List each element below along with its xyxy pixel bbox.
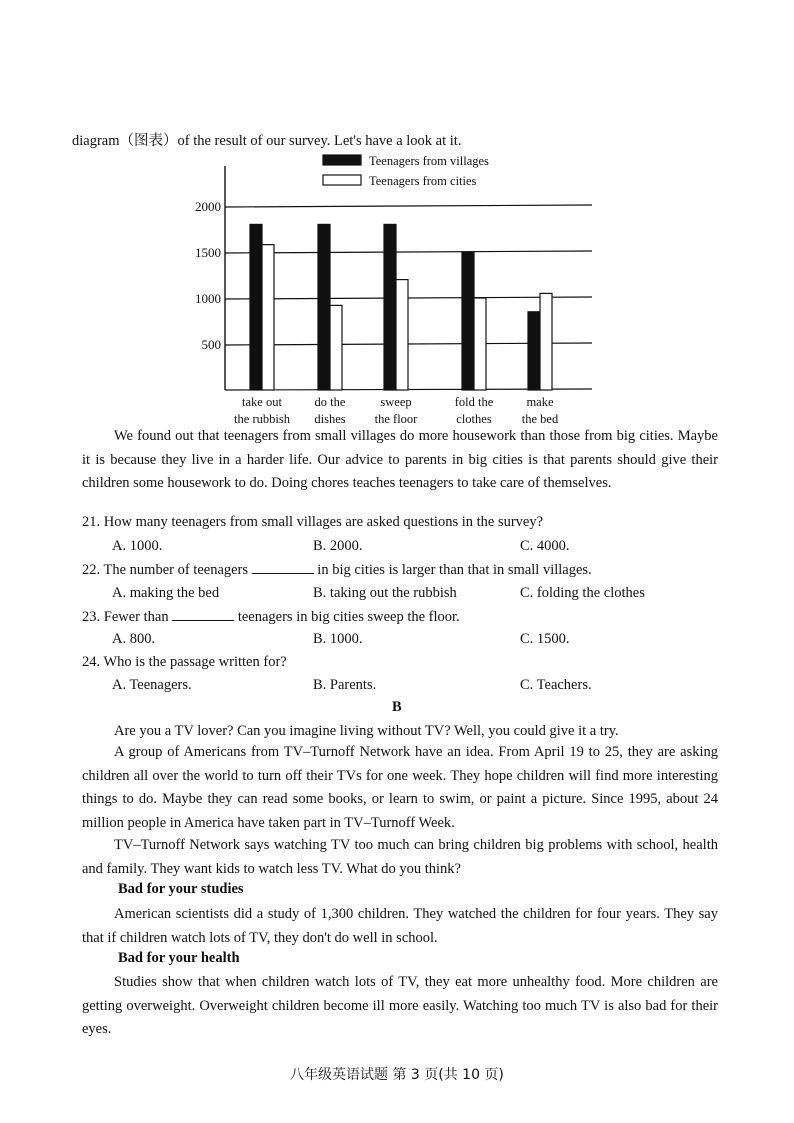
x-tick-label: fold the	[454, 395, 494, 409]
bar	[474, 298, 486, 390]
x-tick-label: take out	[242, 395, 282, 409]
x-tick-label: make	[526, 395, 554, 409]
legend-swatch	[323, 175, 361, 185]
q21-option-b: B. 2000.	[313, 538, 363, 554]
legend-label: Teenagers from villages	[369, 154, 489, 168]
answer-blank	[172, 608, 234, 621]
passage-a-paragraph: We found out that teenagers from small villages do more housework than those from big cities. Maybe it is because they live in a harder life. Our advice to parents in big cities is that parents should give their children some housework to do. Doing chores teaches teenagers to take care of themselves.	[82, 428, 718, 491]
bar	[462, 252, 474, 390]
page-footer: 八年级英语试题 第 3 页(共 10 页)	[290, 1067, 504, 1083]
question-stem-before: The number of teenagers	[103, 562, 249, 578]
question-23	[82, 608, 460, 626]
question-stem-after: teenagers in big cities sweep the floor.	[237, 609, 460, 625]
x-tick-label: dishes	[314, 412, 346, 426]
bar	[528, 312, 540, 390]
bar	[540, 293, 552, 390]
x-tick-label: the bed	[521, 412, 559, 426]
subheading-health: Bad for your health	[118, 950, 240, 966]
question-number: 24.	[82, 654, 101, 670]
x-tick-label: sweep	[380, 395, 412, 409]
question-stem: Who is the passage written for?	[103, 654, 287, 670]
question-stem-before: Fewer than	[103, 609, 169, 625]
question-stem-after: in big cities is larger than that in small villages.	[317, 562, 592, 578]
q22-option-b: B. taking out the rubbish	[313, 585, 457, 601]
section-b-heading: B	[392, 699, 402, 715]
q23-option-c: C. 1500.	[520, 631, 570, 647]
intro-line: diagram（图表）of the result of our survey. Let's have a look at it.	[72, 133, 462, 149]
health-paragraph: Studies show that when children watch lots of TV, they eat more unhealthy food. More children are getting overweight. Overweight children become ill more easily. Watching too much TV is also bad for their eyes.	[82, 974, 718, 1037]
x-tick-label: clothes	[456, 412, 492, 426]
x-tick-label: the rubbish	[234, 412, 290, 426]
y-tick-label: 2000	[195, 199, 221, 214]
bar	[396, 280, 408, 390]
y-tick-label: 1000	[195, 291, 221, 306]
studies-paragraph: American scientists did a study of 1,300 children. They watched the children for four years. They say that if children watch lots of TV, they don't do well in school.	[82, 906, 718, 946]
y-tick-label: 1500	[195, 245, 221, 260]
q23-option-b: B. 1000.	[313, 631, 363, 647]
q22-option-a: A. making the bed	[112, 585, 220, 601]
question-number: 22.	[82, 562, 101, 578]
q24-option-b: B. Parents.	[313, 677, 377, 693]
x-tick-label: the floor	[374, 412, 418, 426]
question-21	[82, 514, 543, 531]
question-stem: How many teenagers from small villages are asked questions in the survey?	[103, 514, 544, 530]
answer-blank	[252, 561, 314, 574]
q21-option-a: A. 1000.	[112, 538, 163, 554]
y-tick-label: 500	[201, 337, 221, 352]
q22-option-c: C. folding the clothes	[520, 585, 645, 601]
question-24	[82, 654, 287, 671]
passage-b-paragraph-2: A group of Americans from TV–Turnoff Network have an idea. From April 19 to 25, they are asking children all over the world to turn off their TVs for one week. They hope children will find more interesting things to do. Maybe they can read some books, or learn to swim, or paint a picture. Since 1995, about 24 million people in America have taken part in TV–Turnoff Week.	[82, 744, 718, 831]
q21-option-c: C. 4000.	[520, 538, 570, 554]
x-tick-label: do the	[314, 395, 346, 409]
bar	[384, 224, 396, 390]
passage-b-paragraph-1: Are you a TV lover? Can you imagine living without TV? Well, you could give it a try.	[114, 723, 619, 739]
question-number: 21.	[82, 514, 101, 530]
legend-label: Teenagers from cities	[369, 174, 477, 188]
q23-option-a: A. 800.	[112, 631, 156, 647]
legend-swatch	[323, 155, 361, 165]
question-number: 23.	[82, 609, 101, 625]
bar-chart	[180, 148, 610, 428]
gridline	[225, 205, 592, 207]
question-22	[82, 561, 592, 579]
q24-option-a: A. Teenagers.	[112, 677, 192, 693]
subheading-studies: Bad for your studies	[118, 881, 244, 897]
bar	[330, 305, 342, 390]
passage-b-paragraph-3: TV–Turnoff Network says watching TV too much can bring children big problems with school, health and family. They want kids to watch less TV. What do you think?	[82, 837, 718, 877]
q24-option-c: C. Teachers.	[520, 677, 592, 693]
gridline	[225, 251, 592, 253]
bar	[318, 224, 330, 390]
bar	[262, 245, 274, 390]
bar	[250, 224, 262, 390]
